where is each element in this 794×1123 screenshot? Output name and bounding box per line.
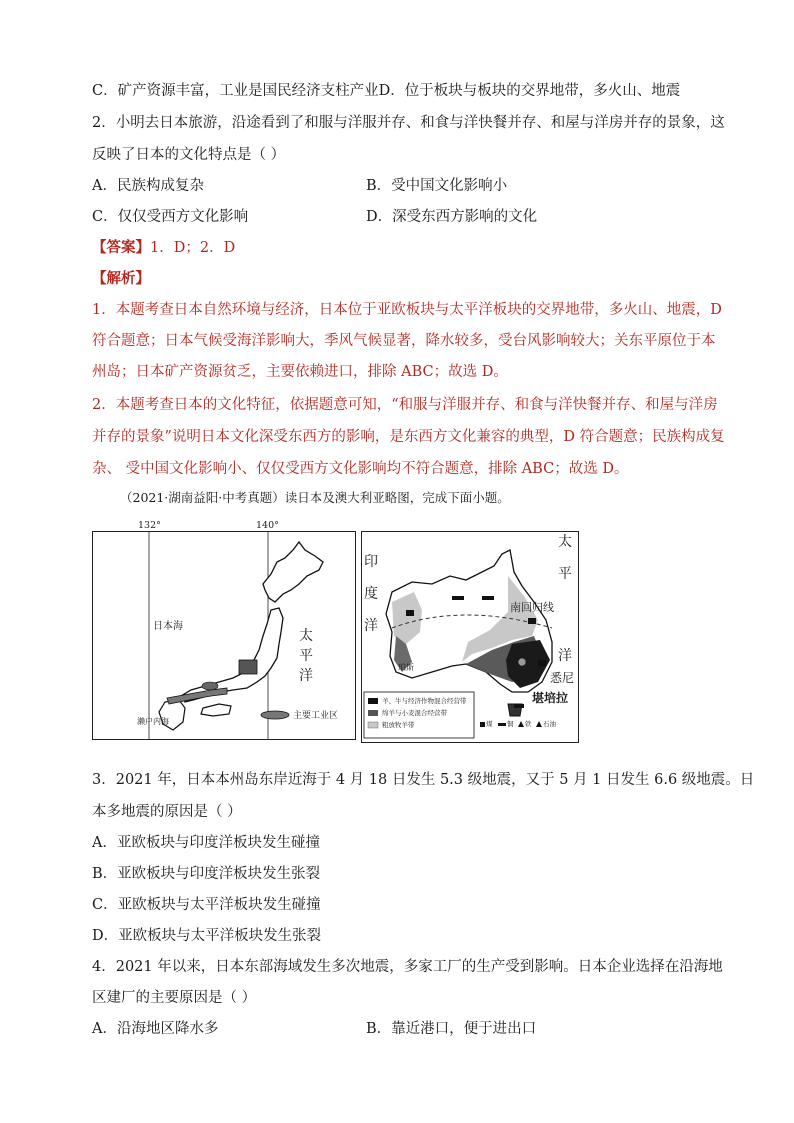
legend-label-mixed: 羊、牛与经济作物混合经营带 bbox=[382, 697, 467, 705]
pacific-label-1: 太 bbox=[299, 628, 313, 644]
sydney-label: 悉尼 bbox=[550, 671, 575, 685]
coal-mine-3 bbox=[514, 704, 524, 708]
legend-label-sheep-wheat: 绵羊与小麦混合经营带 bbox=[382, 709, 447, 717]
analysis-p1-line3: 州岛；日本矿产资源贫乏，主要依赖进口，排除 ABC；故选 D。 bbox=[92, 364, 508, 380]
legend-swatch-sheep-wheat bbox=[368, 710, 378, 716]
japan-map-drawing bbox=[93, 532, 355, 739]
source-line: （2021·湖南益阳·中考真题）读日本及澳大利亚略图，完成下面小题。 bbox=[120, 490, 510, 505]
perth-label: 珀斯 bbox=[398, 663, 414, 672]
iron-mine bbox=[406, 610, 414, 616]
answer-line bbox=[92, 238, 235, 258]
legend-swatch-coal bbox=[480, 722, 485, 727]
q3-option-d: D．亚欧板块与太平洋板块发生张裂 bbox=[92, 928, 322, 944]
coal-mine-1 bbox=[528, 618, 536, 624]
lon-140-label: 140° bbox=[256, 520, 279, 531]
tropic-label: 南回归线 bbox=[510, 601, 554, 614]
inland-sea-label: 濑户内海 bbox=[137, 717, 169, 726]
q4-option-a: A．沿海地区降水多 bbox=[92, 1021, 219, 1037]
shikoku-outline bbox=[201, 704, 231, 716]
q1-option-d: D．位于板块与板块的交界地带，多火山、地震 bbox=[378, 83, 681, 99]
japan-map bbox=[92, 531, 356, 740]
analysis-p2-line2: 并存的景象”说明日本文化深受东西方的影响，是东西方文化兼容的典型，D 符合题意；民族构成复 bbox=[92, 429, 725, 445]
analysis-p2-line1: 2．本题考查日本的文化特征，依据题意可知，“和服与洋服并存、和食与洋快餐并存、和屋与洋房 bbox=[92, 397, 718, 413]
legend-label-grazing: 粗放牧羊带 bbox=[382, 721, 415, 729]
copper-mine-1 bbox=[452, 596, 464, 600]
legend-swatch-mixed bbox=[368, 698, 378, 704]
industrial-legend-label: 主要工业区 bbox=[293, 711, 339, 721]
q3-stem-line2: 本多地震的原因是（ ） bbox=[92, 804, 242, 820]
q3-option-b: B．亚欧板块与印度洋板块发生张裂 bbox=[92, 866, 321, 882]
indian-ocean-label-3: 洋 bbox=[364, 618, 378, 634]
analysis-p2-line3: 杂、 受中国文化影响小、仅仅受西方文化影响均不符合题意，排除 ABC；故选 D。 bbox=[92, 461, 629, 477]
legend-label-oil: 石油 bbox=[543, 720, 556, 728]
copper-mine-2 bbox=[482, 596, 494, 600]
q3-option-c: C．亚欧板块与太平洋板块发生碰撞 bbox=[92, 897, 321, 913]
industrial-zone-hanshin bbox=[202, 682, 218, 690]
pacific-au-label-3: 洋 bbox=[558, 648, 572, 664]
sea-of-japan-label: 日本海 bbox=[153, 621, 183, 632]
legend-label-iron: 铁 bbox=[525, 720, 532, 728]
legend-swatch-oil bbox=[536, 721, 542, 727]
pacific-au-label-1: 太 bbox=[558, 534, 572, 550]
q2-option-a: A．民族构成复杂 bbox=[92, 178, 204, 194]
q3-option-a: A．亚欧板块与印度洋板块发生碰撞 bbox=[92, 835, 320, 851]
q2-option-b: B．受中国文化影响小 bbox=[366, 178, 508, 194]
q2-stem-line2: 反映了日本的文化特点是（ ） bbox=[92, 147, 286, 163]
hokkaido-outline bbox=[263, 542, 323, 602]
lon-132-label: 132° bbox=[138, 520, 161, 531]
analysis-p1-line2: 符合题意；日本气候受海洋影响大，季风气候显著，降水较多，受台风影响较大；关东平原位于本 bbox=[92, 333, 716, 349]
q4-option-b: B．靠近港口，便于进出口 bbox=[366, 1021, 537, 1037]
pacific-label-2: 平 bbox=[299, 648, 313, 664]
q4-stem-line1: 4．2021 年以来，日本东部海域发生多次地震，多家工厂的生产受到影响。日本企业选择在沿海地 bbox=[92, 959, 723, 975]
answer-value: 1．D；2．D bbox=[150, 240, 236, 256]
canberra-dot bbox=[518, 658, 526, 666]
q1-option-c: C．矿产资源丰富，工业是国民经济支柱产业 bbox=[92, 83, 379, 99]
coal-mine-2 bbox=[538, 660, 546, 666]
q3-stem-line1: 3．2021 年，日本本州岛东岸近海于 4 月 18 日发生 5.3 级地震，又于 5 月 1 日发生 6.6 级地震。日 bbox=[92, 772, 755, 788]
industrial-zone-keihin bbox=[239, 660, 257, 674]
analysis-label: 【解析】 bbox=[92, 270, 150, 287]
legend-label-copper: 铜 bbox=[507, 720, 514, 728]
q1-options-cd bbox=[92, 81, 680, 101]
analysis-p1-line1: 1．本题考查日本自然环境与经济，日本位于亚欧板块与太平洋板块的交界地带，多火山、地震，D bbox=[92, 302, 722, 318]
canberra-label: 堪培拉 bbox=[532, 691, 569, 705]
legend-swatch-iron bbox=[518, 721, 524, 727]
legend-swatch-grazing bbox=[368, 722, 378, 728]
legend-label-coal: 煤 bbox=[486, 720, 493, 728]
q2-option-d: D．深受东西方影响的文化 bbox=[366, 209, 538, 225]
indian-ocean-label-2: 度 bbox=[364, 586, 378, 602]
australia-map bbox=[361, 531, 579, 743]
q2-stem-line1: 2．小明去日本旅游，沿途看到了和服与洋服并存、和食与洋快餐并存、和屋与洋房并存的景象，这 bbox=[92, 115, 725, 131]
pacific-label-3: 洋 bbox=[299, 668, 313, 684]
q4-stem-line2: 区建厂的主要原因是（ ） bbox=[92, 990, 257, 1006]
pacific-au-label-2: 平 bbox=[558, 566, 572, 582]
indian-ocean-label-1: 印 bbox=[364, 554, 378, 570]
industrial-legend-swatch bbox=[261, 711, 289, 719]
answer-label: 【答案】 bbox=[92, 239, 150, 256]
legend-swatch-copper bbox=[498, 723, 506, 726]
q2-option-c: C．仅仅受西方文化影响 bbox=[92, 209, 249, 225]
